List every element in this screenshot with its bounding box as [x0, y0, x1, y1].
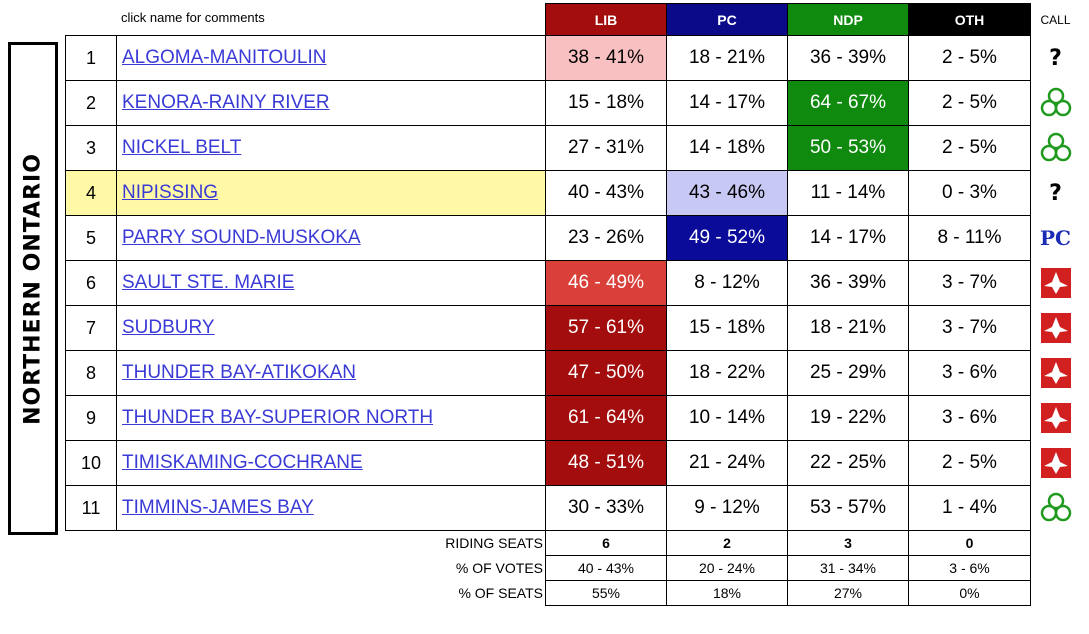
riding-row [66, 261, 1081, 306]
summary-value: 20 - 24% [667, 556, 788, 581]
header-oth: OTH [909, 4, 1031, 36]
pc-projection: 21 - 24% [667, 441, 788, 486]
header-row [66, 4, 1081, 36]
riding-name-link[interactable]: THUNDER BAY-SUPERIOR NORTH [122, 407, 434, 428]
ndp-projection: 36 - 39% [788, 261, 909, 306]
riding-row [66, 351, 1081, 396]
summary-value: 18% [667, 581, 788, 606]
riding-number: 3 [66, 126, 117, 171]
riding-name-link[interactable]: SAULT STE. MARIE [122, 272, 295, 293]
summary-value: 0% [909, 581, 1031, 606]
riding-row [66, 81, 1081, 126]
header-pc: PC [667, 4, 788, 36]
riding-name-cell [117, 306, 546, 351]
call-cell [1031, 36, 1081, 81]
riding-number: 5 [66, 216, 117, 261]
liberal-logo-icon [1039, 454, 1073, 471]
riding-name-link[interactable]: THUNDER BAY-ATIKOKAN [122, 362, 357, 383]
riding-name-link[interactable]: SUDBURY [122, 317, 215, 338]
pc-projection: 9 - 12% [667, 486, 788, 531]
question-mark: ? [1049, 180, 1062, 206]
lib-projection: 57 - 61% [546, 306, 667, 351]
summary-row [66, 556, 1081, 581]
question-mark: ? [1049, 45, 1062, 71]
summary-rows [66, 531, 1081, 606]
liberal-logo-icon [1039, 364, 1073, 381]
summary-value: 3 [788, 531, 909, 556]
oth-projection: 2 - 5% [909, 441, 1031, 486]
riding-name-link[interactable]: PARRY SOUND-MUSKOKA [122, 227, 361, 248]
riding-name-link[interactable]: KENORA-RAINY RIVER [122, 92, 330, 113]
summary-value: 55% [546, 581, 667, 606]
riding-name-link[interactable]: TIMMINS-JAMES BAY [122, 497, 314, 518]
summary-row [66, 581, 1081, 606]
oth-projection: 2 - 5% [909, 126, 1031, 171]
summary-label: % OF SEATS [458, 585, 543, 601]
summary-value: 3 - 6% [909, 556, 1031, 581]
pc-projection: 18 - 22% [667, 351, 788, 396]
liberal-logo-icon [1039, 274, 1073, 291]
ndp-projection: 19 - 22% [788, 396, 909, 441]
call-cell [1031, 396, 1081, 441]
region-label: NORTHERN ONTARIO [20, 152, 46, 425]
riding-name-link[interactable]: ALGOMA-MANITOULIN [122, 47, 327, 68]
oth-projection: 2 - 5% [909, 81, 1031, 126]
call-cell [1031, 261, 1081, 306]
riding-row [66, 36, 1081, 81]
riding-row [66, 126, 1081, 171]
ndp-projection: 22 - 25% [788, 441, 909, 486]
ndp-projection: 18 - 21% [788, 306, 909, 351]
ndp-projection: 64 - 67% [788, 81, 909, 126]
lib-projection: 48 - 51% [546, 441, 667, 486]
riding-name-cell [117, 351, 546, 396]
pc-projection: 10 - 14% [667, 396, 788, 441]
lib-projection: 23 - 26% [546, 216, 667, 261]
lib-projection: 15 - 18% [546, 81, 667, 126]
riding-name-cell [117, 486, 546, 531]
riding-projection-table [65, 3, 1081, 606]
ndp-projection: 14 - 17% [788, 216, 909, 261]
call-cell [1031, 171, 1081, 216]
riding-rows [66, 36, 1081, 531]
lib-projection: 40 - 43% [546, 171, 667, 216]
riding-row [66, 396, 1081, 441]
summary-value: 0 [909, 531, 1031, 556]
summary-value: 27% [788, 581, 909, 606]
pc-projection: 15 - 18% [667, 306, 788, 351]
pc-projection: 18 - 21% [667, 36, 788, 81]
pc-projection: 14 - 18% [667, 126, 788, 171]
pc-logo-icon: PC [1040, 226, 1071, 250]
summary-row [66, 531, 1081, 556]
riding-name-cell [117, 126, 546, 171]
riding-name-link[interactable]: TIMISKAMING-COCHRANE [122, 452, 363, 473]
call-cell [1031, 441, 1081, 486]
call-cell [1031, 126, 1081, 171]
lib-projection: 27 - 31% [546, 126, 667, 171]
riding-row [66, 306, 1081, 351]
oth-projection: 3 - 6% [909, 396, 1031, 441]
oth-projection: 8 - 11% [909, 216, 1031, 261]
call-cell [1031, 81, 1081, 126]
oth-projection: 3 - 6% [909, 351, 1031, 396]
call-cell [1031, 216, 1081, 261]
call-cell [1031, 306, 1081, 351]
riding-number: 4 [66, 171, 117, 216]
call-cell [1031, 351, 1081, 396]
riding-name-cell [117, 441, 546, 486]
oth-projection: 1 - 4% [909, 486, 1031, 531]
summary-label: RIDING SEATS [445, 535, 543, 552]
riding-number: 2 [66, 81, 117, 126]
riding-number: 7 [66, 306, 117, 351]
lib-projection: 38 - 41% [546, 36, 667, 81]
ndp-projection: 11 - 14% [788, 171, 909, 216]
ndp-projection: 25 - 29% [788, 351, 909, 396]
header-ndp: NDP [788, 4, 909, 36]
ndp-trillium-icon [1039, 499, 1073, 516]
summary-value: 31 - 34% [788, 556, 909, 581]
pc-projection: 8 - 12% [667, 261, 788, 306]
riding-name-cell [117, 171, 546, 216]
riding-number: 6 [66, 261, 117, 306]
riding-number: 10 [66, 441, 117, 486]
riding-row [66, 441, 1081, 486]
riding-name-cell [117, 216, 546, 261]
oth-projection: 2 - 5% [909, 36, 1031, 81]
comments-hint: click name for comments [121, 10, 265, 25]
region-label-box [8, 42, 58, 535]
summary-label: % OF VOTES [455, 560, 543, 576]
pc-projection: 43 - 46% [667, 171, 788, 216]
riding-name-cell [117, 36, 546, 81]
riding-row [66, 486, 1081, 531]
liberal-logo-icon [1039, 319, 1073, 336]
riding-number: 1 [66, 36, 117, 81]
riding-name-cell [117, 81, 546, 126]
riding-number: 8 [66, 351, 117, 396]
oth-projection: 3 - 7% [909, 306, 1031, 351]
lib-projection: 30 - 33% [546, 486, 667, 531]
riding-number: 9 [66, 396, 117, 441]
riding-row [66, 171, 1081, 216]
oth-projection: 3 - 7% [909, 261, 1031, 306]
call-cell [1031, 486, 1081, 531]
pc-projection: 49 - 52% [667, 216, 788, 261]
riding-name-cell [117, 396, 546, 441]
pc-projection: 14 - 17% [667, 81, 788, 126]
riding-row [66, 216, 1081, 261]
riding-name-link[interactable]: NIPISSING [122, 182, 219, 203]
riding-name-link[interactable]: NICKEL BELT [122, 137, 242, 158]
lib-projection: 46 - 49% [546, 261, 667, 306]
ndp-projection: 36 - 39% [788, 36, 909, 81]
liberal-logo-icon [1039, 409, 1073, 426]
summary-value: 2 [667, 531, 788, 556]
riding-name-cell [117, 261, 546, 306]
ndp-trillium-icon [1039, 94, 1073, 111]
lib-projection: 47 - 50% [546, 351, 667, 396]
ndp-projection: 50 - 53% [788, 126, 909, 171]
lib-projection: 61 - 64% [546, 396, 667, 441]
summary-value: 6 [546, 531, 667, 556]
ndp-projection: 53 - 57% [788, 486, 909, 531]
ndp-trillium-icon [1039, 139, 1073, 156]
header-lib: LIB [546, 4, 667, 36]
oth-projection: 0 - 3% [909, 171, 1031, 216]
riding-number: 11 [66, 486, 117, 531]
summary-value: 40 - 43% [546, 556, 667, 581]
header-call: CALL [1040, 12, 1071, 27]
